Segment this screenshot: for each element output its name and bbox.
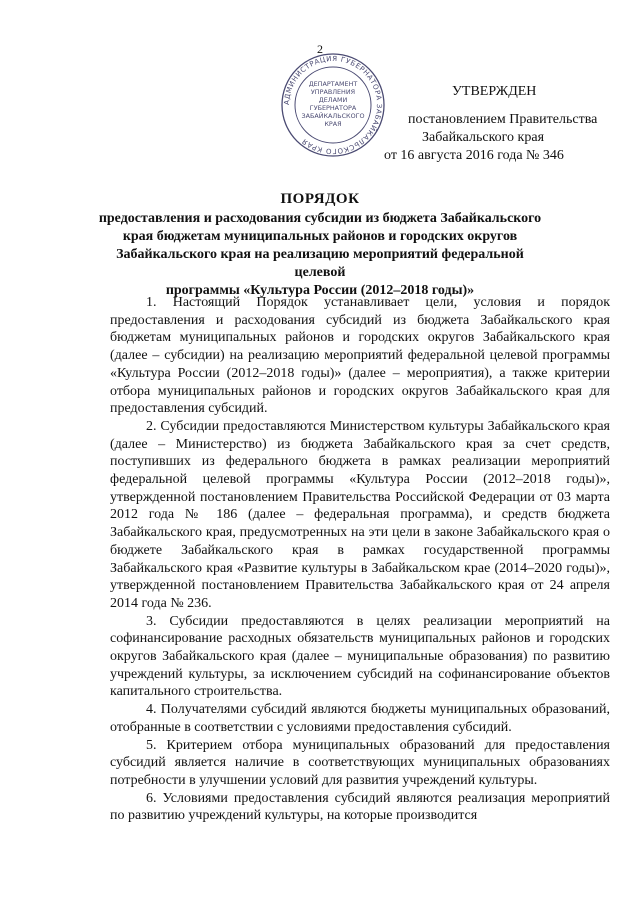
stamp-ring-text: АДМИНИСТРАЦИЯ ГУБЕРНАТОРА ЗАБАЙКАЛЬСКОГО КРАЯ [282, 54, 384, 156]
title-line: предоставления и расходования субсидии из бюджета Забайкальского [98, 211, 542, 226]
paragraph-2: 2. Субсидии предоставляются Министерством культуры Забайкальского края (далее – Министерство) из бюджета Забайкальского края за счет средств, поступивших из федерального бюджета в рамках реализации мероприятий федеральной целевой программы «Культура России (2012–2018 годы)», утвержденной постановлением Правительства Российской Федерации от 03 марта 2012 года № 186 (далее – федеральная программа), и средств бюджета Забайкальского края, предусмотренных на эти цели в законе Забайкальского края о бюджете Забайкальского края в рамках государственной программы Забайкальского края «Развитие культуры в Забайкальском крае (2014–2020 годы)», утвержденной постановлением Правительства Забайкальского края от 24 апреля 2014 года № 236. [110, 418, 610, 611]
approval-line: Забайкальского края [422, 130, 545, 145]
paragraph-1: 1. Настоящий Порядок устанавливает цели, условия и порядок предоставления и расходования субсидий из бюджета Забайкальского края бюджетам муниципальных районов и городских округов Забайкальского края (далее – субсидии) на реализацию мероприятий федеральной целевой программы «Культура России (2012–2018 годы)» (далее – мероприятия), а также критерии отбора муниципальных районов и городских округов Забайкальского края для предоставления субсидий. [110, 295, 610, 417]
stamp-line: УПРАВЛЕНИЯ [310, 88, 356, 96]
title-heading: ПОРЯДОК [280, 191, 360, 207]
approval-date-line: от 16 августа 2016 года № 346 [384, 148, 564, 163]
title-line: программы «Культура России (2012–2018 годы)» [165, 283, 475, 298]
stamp-line: ДЕЛАМИ [318, 96, 348, 104]
paragraph-5: 5. Критерием отбора муниципальных образований для предоставления субсидий является наличие в соответствующих муниципальных образованиях потребности в улучшении условий для развития учреждений культуры. [110, 737, 610, 788]
stamp-line: ЗАБАЙКАЛЬСКОГО [301, 112, 365, 120]
paragraph-6: 6. Условиями предоставления субсидий являются реализация мероприятий по развитию учреждений культуры, на которые производится [110, 790, 610, 824]
document-body [110, 294, 610, 825]
title-line: края бюджетам муниципальных районов и городских округов [122, 229, 518, 244]
paragraph-4: 4. Получателями субсидий являются бюджеты муниципальных образований, отобранные в соответствии с условиями предоставления субсидий. [110, 702, 610, 735]
stamp-line: КРАЯ [324, 120, 342, 128]
stamp-seal-icon [280, 52, 386, 158]
stamp-line: ГУБЕРНАТОРА [309, 104, 357, 112]
page-number: 2 [317, 42, 323, 56]
paragraph-3: 3. Субсидии предоставляются в целях реализации мероприятий на софинансирование расходных обязательств муниципальных районов и городских округов Забайкальского края (далее – муниципальные образования) по развитию учреждений культуры, за исключением субсидий на софинансирование объектов капитального строительства. [110, 613, 610, 700]
official-stamp [280, 52, 386, 158]
approval-heading: УТВЕРЖДЕН [452, 84, 537, 99]
document-title [96, 190, 544, 300]
approval-line: постановлением Правительства [408, 112, 598, 127]
title-line: Забайкальского края на реализацию мероприятий федеральной целевой [116, 247, 524, 280]
stamp-line: ДЕПАРТАМЕНТ [308, 80, 358, 88]
